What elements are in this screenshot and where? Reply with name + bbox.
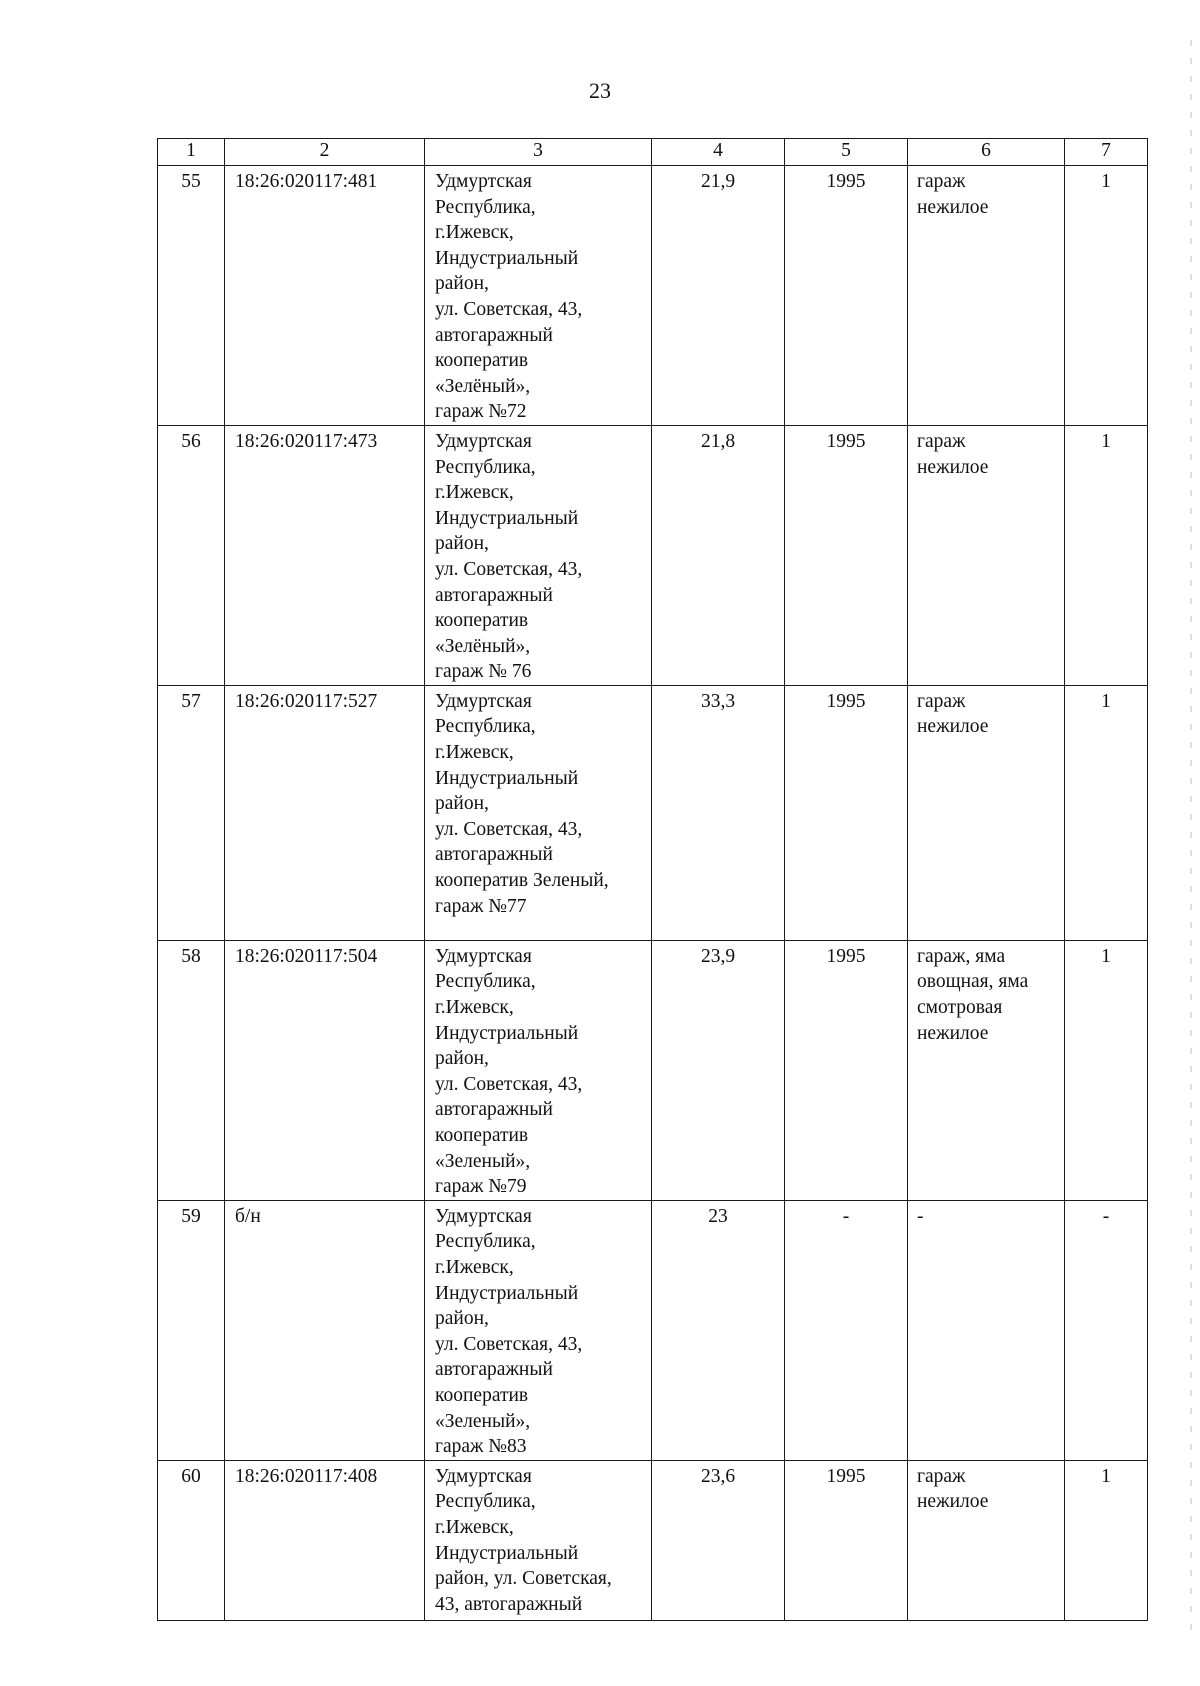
cell-address-line: «Зеленый», <box>435 1410 531 1432</box>
cell-purpose <box>908 1200 1065 1460</box>
cell-address-line: гараж № 76 <box>435 661 532 683</box>
header-col-4: 4 <box>652 139 785 166</box>
cell-purpose-line: гараж <box>917 430 966 452</box>
cell-address-line: Индустриальный <box>435 507 579 529</box>
cell-address-line: кооператив <box>435 1384 529 1406</box>
cell-purpose-line: - <box>917 1205 924 1227</box>
cell-count: 1 <box>1065 425 1148 685</box>
cell-address-line: Республика, <box>435 1491 536 1513</box>
cell-address-line: ул. Советская, 43, <box>435 558 583 580</box>
cell-cadastral-number: б/н <box>225 1200 425 1460</box>
cell-count: 1 <box>1065 166 1148 426</box>
table-row <box>158 425 1148 685</box>
cell-address-line: «Зелёный», <box>435 635 531 657</box>
cell-year: 1995 <box>785 940 908 1200</box>
cell-address-line: Удмуртская <box>435 1465 532 1487</box>
cell-address-line: гараж №72 <box>435 401 527 423</box>
cell-purpose-line: нежилое <box>917 1491 989 1513</box>
cell-address-line: 43, автогаражный <box>435 1593 583 1615</box>
cell-address-line: Удмуртская <box>435 945 532 967</box>
cell-area: 33,3 <box>652 685 785 940</box>
header-col-2: 2 <box>225 139 425 166</box>
table-body <box>158 166 1148 1621</box>
cell-address-line: район, <box>435 273 489 295</box>
cell-address-line: автогаражный <box>435 1359 553 1381</box>
cell-purpose <box>908 1460 1065 1620</box>
cell-purpose-line: гараж, яма <box>917 945 1006 967</box>
cell-address-line: район, <box>435 793 489 815</box>
cell-address-line: Республика, <box>435 1231 536 1253</box>
cell-address-line: автогаражный <box>435 584 553 606</box>
cell-address-line: ул. Советская, 43, <box>435 818 583 840</box>
scan-edge-marks <box>1190 40 1192 1640</box>
cell-cadastral-number: 18:26:020117:481 <box>225 166 425 426</box>
cell-address-line: «Зеленый», <box>435 1150 531 1172</box>
cell-address <box>425 1460 652 1620</box>
header-col-1: 1 <box>158 139 225 166</box>
table-row <box>158 1460 1148 1620</box>
cell-address <box>425 940 652 1200</box>
cell-address-line: г.Ижевск, <box>435 997 514 1019</box>
cell-cadastral-number: 18:26:020117:473 <box>225 425 425 685</box>
cell-year: - <box>785 1200 908 1460</box>
cell-year: 1995 <box>785 1460 908 1620</box>
table-row <box>158 1200 1148 1460</box>
cell-number: 55 <box>158 166 225 426</box>
cell-address-line: кооператив <box>435 610 529 632</box>
cell-purpose-line: нежилое <box>917 1022 989 1044</box>
cell-address <box>425 425 652 685</box>
cell-address-line: автогаражный <box>435 844 553 866</box>
cell-purpose <box>908 425 1065 685</box>
cell-address-line: ул. Советская, 43, <box>435 298 583 320</box>
cell-address-line: гараж №83 <box>435 1436 527 1458</box>
cell-count: 1 <box>1065 940 1148 1200</box>
table-row <box>158 685 1148 940</box>
cell-address-line: г.Ижевск, <box>435 482 514 504</box>
cell-year: 1995 <box>785 685 908 940</box>
cell-number: 58 <box>158 940 225 1200</box>
cell-address-line: г.Ижевск, <box>435 1516 514 1538</box>
page-number: 23 <box>589 78 611 103</box>
cell-address-line: район, <box>435 1048 489 1070</box>
cell-year: 1995 <box>785 425 908 685</box>
cell-number: 60 <box>158 1460 225 1620</box>
cell-address-line: район, ул. Советская, <box>435 1568 612 1590</box>
cell-purpose-line: смотровая <box>917 997 1003 1019</box>
cell-address-line: Удмуртская <box>435 430 532 452</box>
table-header <box>158 139 1148 166</box>
cell-address-line: гараж №77 <box>435 895 527 917</box>
cell-address-line: район, <box>435 1308 489 1330</box>
cell-address <box>425 166 652 426</box>
cell-area: 23,9 <box>652 940 785 1200</box>
cell-address-line: гараж №79 <box>435 1176 527 1198</box>
cell-address-line: г.Ижевск, <box>435 1257 514 1278</box>
cell-address-line: Республика, <box>435 971 536 993</box>
cell-area: 21,8 <box>652 425 785 685</box>
cell-area: 21,9 <box>652 166 785 426</box>
cell-address-line: Индустриальный <box>435 1542 579 1564</box>
cell-count: 1 <box>1065 1460 1148 1620</box>
cell-address-line: Республика, <box>435 716 536 738</box>
cell-address-line: автогаражный <box>435 1099 553 1121</box>
cell-address-line: кооператив <box>435 1125 529 1147</box>
cell-count: 1 <box>1065 685 1148 940</box>
cell-purpose-line: овощная, яма <box>917 971 1029 993</box>
cell-address-line: автогаражный <box>435 324 553 346</box>
cell-address-line: Удмуртская <box>435 690 532 712</box>
cell-address-line: Удмуртская <box>435 1205 532 1227</box>
cell-address-line: ул. Советская, 43, <box>435 1333 583 1355</box>
cell-address-line: Республика, <box>435 196 536 218</box>
table-row <box>158 940 1148 1200</box>
cell-cadastral-number: 18:26:020117:527 <box>225 685 425 940</box>
cell-purpose-line: гараж <box>917 171 966 192</box>
cell-area: 23,6 <box>652 1460 785 1620</box>
cell-cadastral-number: 18:26:020117:408 <box>225 1460 425 1620</box>
header-col-6: 6 <box>908 139 1065 166</box>
cell-address-line: кооператив <box>435 350 529 372</box>
cell-purpose-line: нежилое <box>917 716 989 738</box>
cell-address-line: «Зелёный», <box>435 375 531 397</box>
cell-purpose <box>908 685 1065 940</box>
header-col-5: 5 <box>785 139 908 166</box>
cell-address-line: г.Ижевск, <box>435 742 514 764</box>
cell-count: - <box>1065 1200 1148 1460</box>
cell-address-line: Индустриальный <box>435 1022 579 1044</box>
cell-area: 23 <box>652 1200 785 1460</box>
header-row <box>158 139 1148 166</box>
table-row <box>158 166 1148 426</box>
cell-number: 57 <box>158 685 225 940</box>
cell-address-line: Индустриальный <box>435 767 579 789</box>
cell-purpose-line: нежилое <box>917 196 989 218</box>
cell-address-line: Индустриальный <box>435 1282 579 1304</box>
cell-purpose-line: нежилое <box>917 456 989 478</box>
cell-number: 56 <box>158 425 225 685</box>
cell-address-line: ул. Советская, 43, <box>435 1073 583 1095</box>
cell-number: 59 <box>158 1200 225 1460</box>
cell-address <box>425 1200 652 1460</box>
header-col-3: 3 <box>425 139 652 166</box>
cell-address-line: кооператив Зеленый, <box>435 870 609 892</box>
cell-address-line: г.Ижевск, <box>435 222 514 244</box>
cell-year: 1995 <box>785 166 908 426</box>
objects-table <box>157 138 1148 1621</box>
cell-address-line: Удмуртская <box>435 171 532 192</box>
cell-address-line: Индустриальный <box>435 247 579 269</box>
cell-address-line: Республика, <box>435 456 536 478</box>
cell-address <box>425 685 652 940</box>
cell-address-line: район, <box>435 533 489 555</box>
cell-purpose-line: гараж <box>917 690 966 712</box>
header-col-7: 7 <box>1065 139 1148 166</box>
cell-purpose-line: гараж <box>917 1465 966 1487</box>
cell-purpose <box>908 166 1065 426</box>
cell-cadastral-number: 18:26:020117:504 <box>225 940 425 1200</box>
cell-purpose <box>908 940 1065 1200</box>
